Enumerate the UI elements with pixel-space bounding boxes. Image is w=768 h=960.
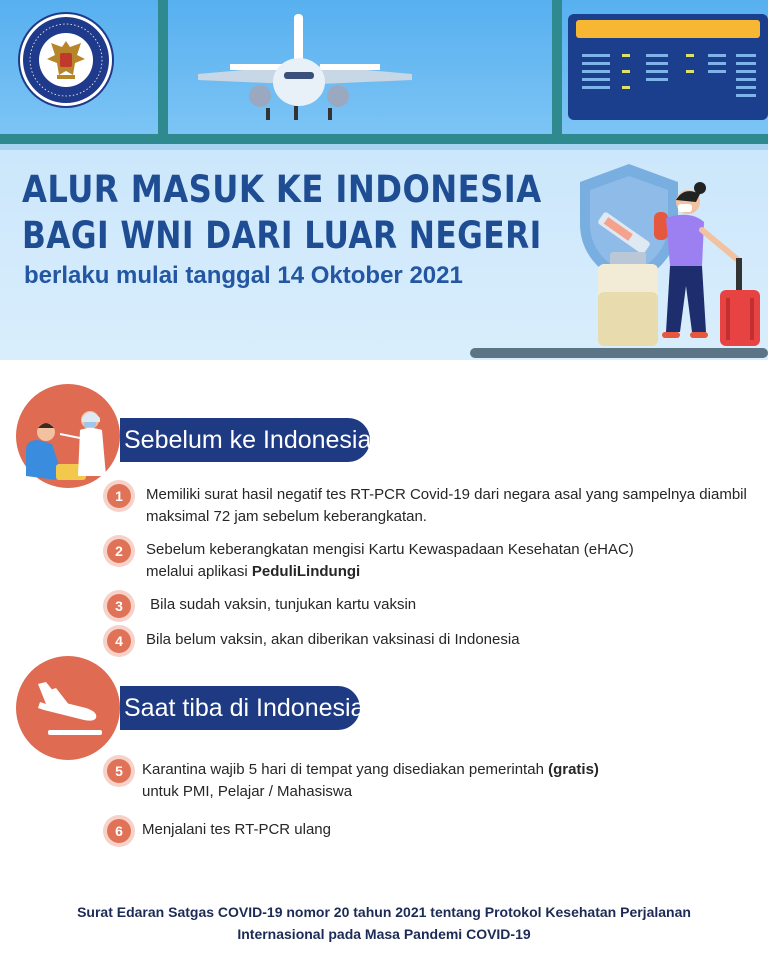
step-line: untuk PMI, Pelajar / Mahasiswa: [142, 783, 353, 800]
step-line: [142, 759, 599, 781]
step-text: [146, 484, 747, 528]
step-number: 1: [107, 484, 131, 508]
step-text: [146, 539, 634, 583]
step-line-text: Karantina wajib 5 hari di tempat yang disediakan pemerintah: [142, 761, 549, 778]
step-number: 3: [107, 594, 131, 618]
step-text: [142, 819, 331, 841]
window-frame: [552, 0, 562, 140]
step-number: 6: [107, 819, 131, 843]
step-line: maksimal 72 jam sebelum keberangkatan.: [146, 508, 427, 525]
section-title-text: Saat tiba di Indonesia: [124, 693, 365, 722]
step-text: [146, 594, 416, 616]
step-line: Bila belum vaksin, akan diberikan vaksinasi di Indonesia: [146, 631, 520, 648]
step-line-text: melalui aplikasi: [146, 563, 252, 580]
section-title-on-arrival: [120, 686, 365, 730]
step-number: 5: [107, 759, 131, 783]
consulate-seal-logo: [20, 14, 112, 106]
footer-reference-line2: Internasional pada Masa Pandemi COVID-19: [237, 926, 531, 942]
page-title-line2: BAGI WNI DARI LUAR NEGERI: [22, 214, 542, 257]
airplane-icon: [190, 12, 420, 124]
step-line: Memiliki surat hasil negatif tes RT-PCR Covid-19 dari negara asal yang sampelnya diambil: [146, 486, 747, 503]
free-label: (gratis): [548, 761, 599, 778]
floor-line: [470, 348, 768, 358]
traveler-icon: [640, 182, 766, 350]
step-line: Sebelum keberangkatan mengisi Kartu Kewaspadaan Kesehatan (eHAC): [146, 541, 634, 558]
section-icon-badge: [16, 656, 120, 760]
effective-date: berlaku mulai tanggal 14 Oktober 2021: [24, 262, 463, 289]
step-text: [146, 629, 520, 651]
window-sill: [0, 144, 768, 150]
flight-board-icon: [568, 14, 768, 120]
swab-test-icon: [16, 384, 120, 488]
step-text: [142, 759, 599, 803]
window-frame: [158, 0, 168, 140]
step-line: [146, 561, 634, 583]
step-number: 4: [107, 629, 131, 653]
page-title-line1: ALUR MASUK KE INDONESIA: [22, 168, 542, 211]
plane-landing-icon: [16, 656, 120, 760]
step-line: Menjalani tes RT-PCR ulang: [142, 821, 331, 838]
section-title-before-travel: [120, 418, 370, 462]
section-title-text: Sebelum ke Indonesia: [124, 425, 372, 454]
window-frame: [0, 134, 768, 144]
step-number: 2: [107, 539, 131, 563]
step-line: Bila sudah vaksin, tunjukan kartu vaksin: [146, 596, 417, 613]
footer-reference-line1: Surat Edaran Satgas COVID-19 nomor 20 tahun 2021 tentang Protokol Kesehatan Perjalanan: [77, 904, 691, 920]
section-icon-badge: [16, 384, 120, 488]
app-name: PeduliLindungi: [251, 563, 361, 580]
hero-banner: [0, 0, 768, 360]
garuda-emblem-icon: [39, 33, 93, 87]
